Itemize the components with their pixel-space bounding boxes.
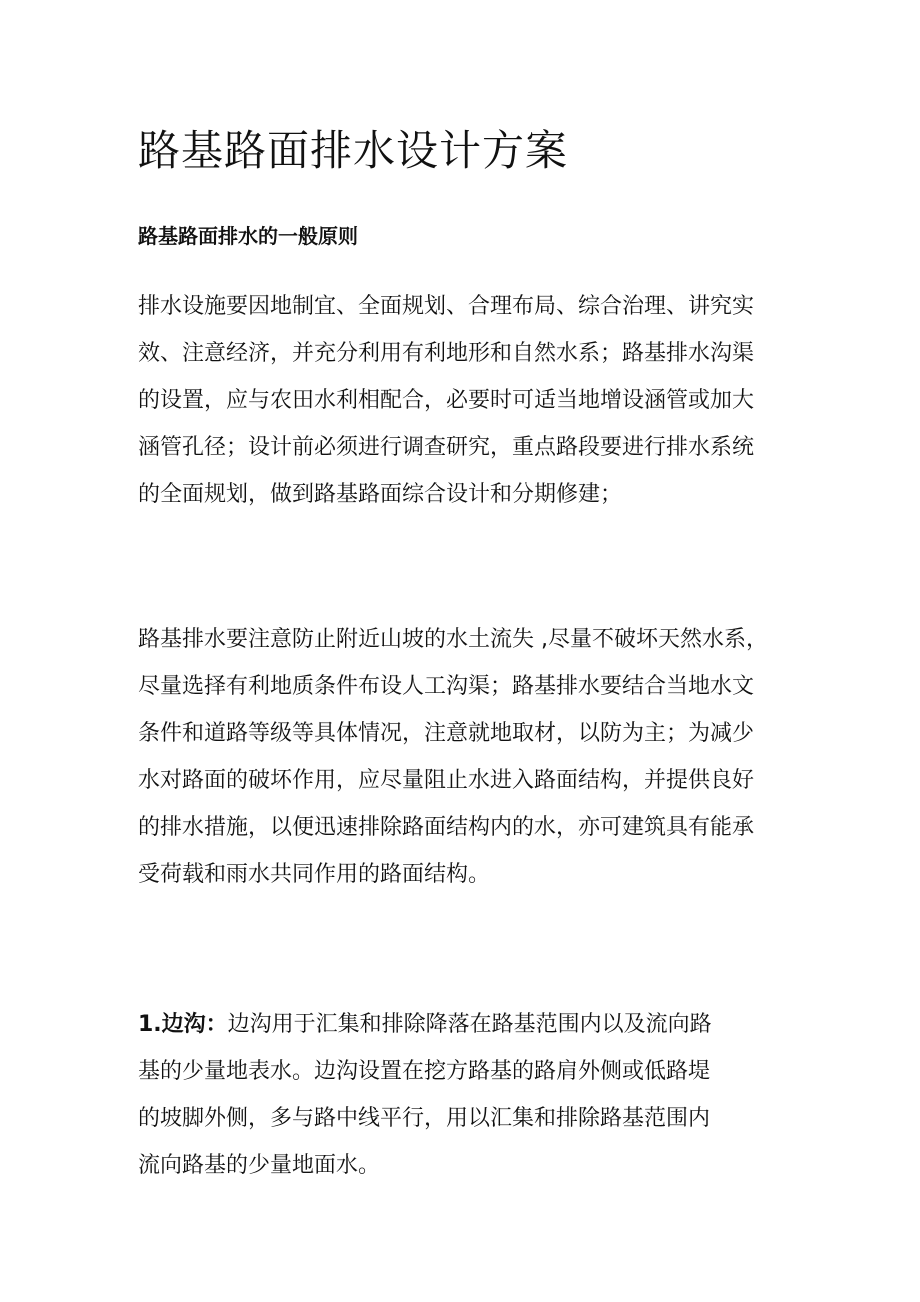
text-line: 的设置，应与农田水利相配合，必要时可适当地增设涵管或加大 bbox=[138, 388, 755, 413]
text-line: 效、注意经济，并充分利用有利地形和自然水系；路基排水沟渠 bbox=[138, 341, 755, 366]
section-heading: 路基路面排水的一般原则 bbox=[138, 224, 358, 248]
text-line: 水对路面的破坏作用，应尽量阻止水进入路面结构，并提供良好 bbox=[138, 768, 755, 793]
document-title: 路基路面排水设计方案 bbox=[138, 126, 569, 175]
paragraph-side-ditch bbox=[138, 1001, 712, 1189]
text-line: 流向路基的少量地面水。 bbox=[138, 1153, 381, 1178]
text-line: 尽量选择有利地质条件布设人工沟渠；路基排水要结合当地水文 bbox=[138, 674, 755, 699]
text-line: 排水设施要因地制宜、全面规划、合理布局、综合治理、讲究实 bbox=[138, 294, 755, 319]
text-line: 涵管孔径；设计前必须进行调查研究，重点路段要进行排水系统 bbox=[138, 435, 755, 460]
text-line bbox=[138, 1001, 712, 1048]
text-line: 基的少量地表水。边沟设置在挖方路基的路肩外侧或低路堤 bbox=[138, 1059, 711, 1084]
text-line: 的排水措施，以便迅速排除路面结构内的水，亦可建筑具有能承 bbox=[138, 815, 755, 840]
text-line: 受荷载和雨水共同作用的路面结构。 bbox=[138, 862, 491, 887]
text-line: 路基排水要注意防止附近山坡的水土流失 ,尽量不破坏天然水系， bbox=[138, 627, 768, 652]
text-line: 的坡脚外侧，多与路中线平行，用以汇集和排除路基范围内 bbox=[138, 1106, 711, 1131]
text-line: 条件和道路等级等具体情况，注意就地取材，以防为主；为减少 bbox=[138, 721, 755, 746]
item-label: 1.边沟： bbox=[138, 1012, 228, 1037]
text-line: 的全面规划，做到路基路面综合设计和分期修建； bbox=[138, 482, 623, 507]
paragraph-principles bbox=[138, 283, 754, 518]
item-text: 边沟用于汇集和排除降落在路基范围内以及流向路 bbox=[227, 1012, 712, 1037]
paragraph-drainage bbox=[138, 616, 768, 898]
